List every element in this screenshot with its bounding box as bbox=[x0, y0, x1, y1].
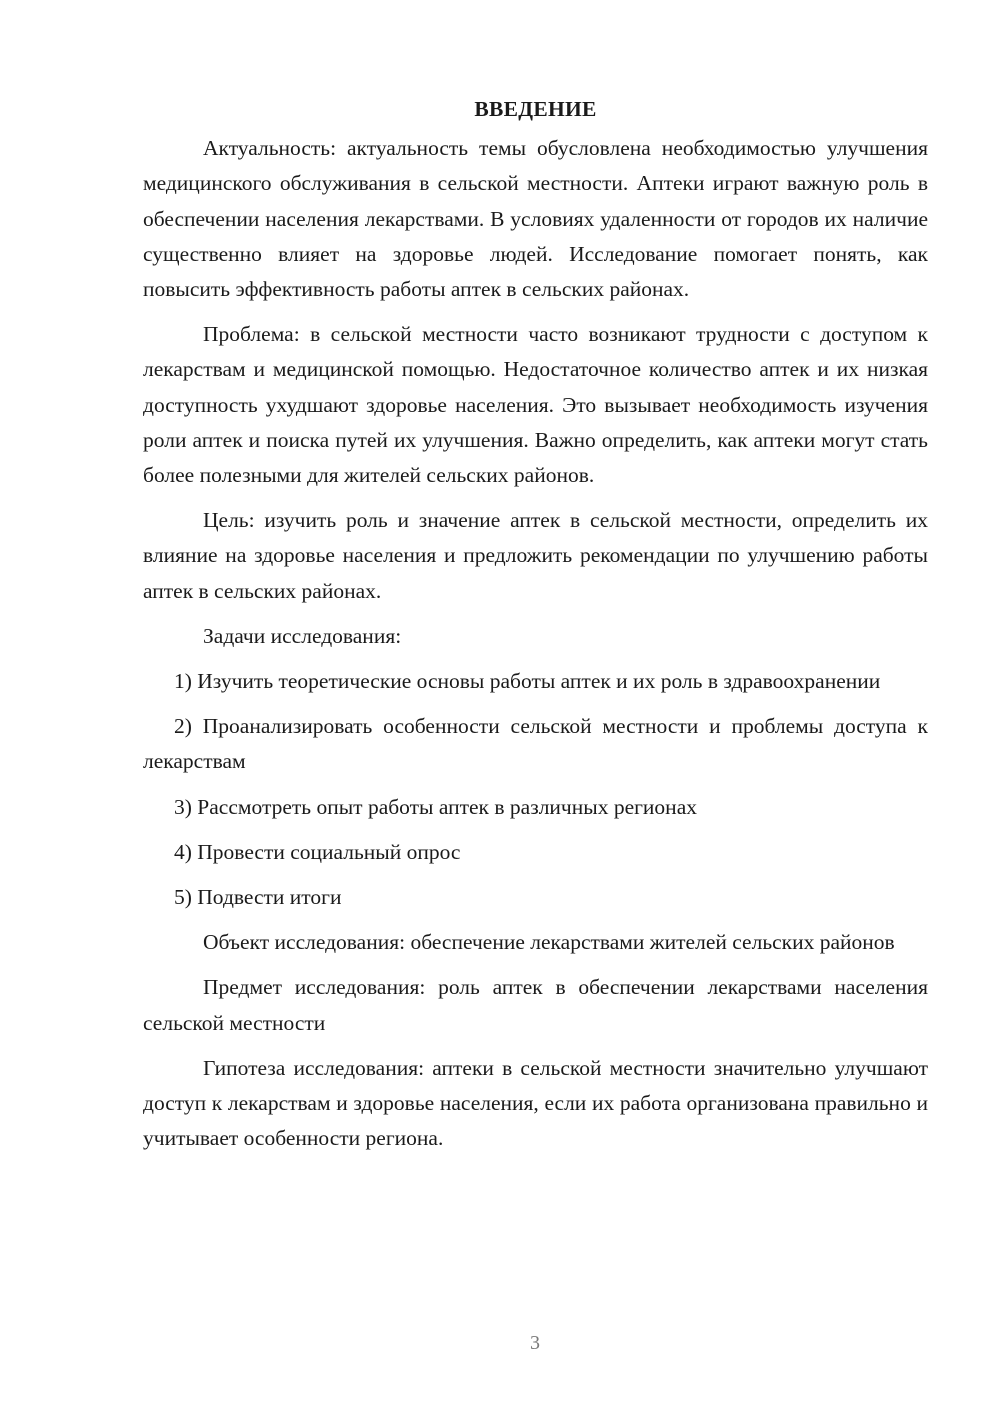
task-item-4: 4) Провести социальный опрос bbox=[174, 839, 461, 864]
paragraph-goal: Цель: изучить роль и значение аптек в сельской местности, определить их влияние на здоровье населения и предложить рекомендации по улучшению работы аптек в сельских районах. bbox=[143, 508, 928, 603]
paragraph-hypothesis: Гипотеза исследования: аптеки в сельской местности значительно улучшают доступ к лекарствам и здоровье населения, если их работа организована правильно и учитывает особенности региона. bbox=[143, 1055, 928, 1151]
paragraph-relevance: Актуальность: актуальность темы обусловлена необходимостью улучшения медицинского обслуживания в сельской местности. Аптеки играют важную роль в обеспечении населения лекарствами. В условиях удаленности от городов их наличие существенно влияет на здоровье людей. Исследование помогает понять, как повысить эффективность работы аптек в сельских районах. bbox=[143, 136, 928, 302]
paragraph-object: Объект исследования: обеспечение лекарствами жителей сельских районов bbox=[203, 930, 895, 955]
paragraph-subject: Предмет исследования: роль аптек в обеспечении лекарствами населения сельской местности bbox=[143, 975, 928, 1035]
document-page bbox=[143, 92, 928, 1156]
task-list bbox=[143, 664, 928, 915]
paragraph-tasks-heading: Задачи исследования: bbox=[203, 623, 402, 648]
task-item-1: 1) Изучить теоретические основы работы аптек и их роль в здравоохранении bbox=[174, 669, 881, 694]
task-item-5: 5) Подвести итоги bbox=[174, 885, 342, 910]
paragraph-problem: Проблема: в сельской местности часто возникают трудности с доступом к лекарствам и медицинской помощью. Недостаточное количество аптек и их низкая доступность ухудшают здоровье населения. Это вызывает необходимость изучения роли аптек и поиска путей их улучшения. Важно определить, как аптеки могут стать более полезными для жителей сельских районов. bbox=[143, 322, 928, 488]
section-title: ВВЕДЕНИЕ bbox=[474, 97, 597, 121]
task-item-3: 3) Рассмотреть опыт работы аптек в различных регионах bbox=[174, 794, 697, 819]
task-item-2: 2) Проанализировать особенности сельской местности и проблемы доступа к лекарствам bbox=[143, 714, 928, 774]
page-number: 3 bbox=[530, 1332, 540, 1354]
